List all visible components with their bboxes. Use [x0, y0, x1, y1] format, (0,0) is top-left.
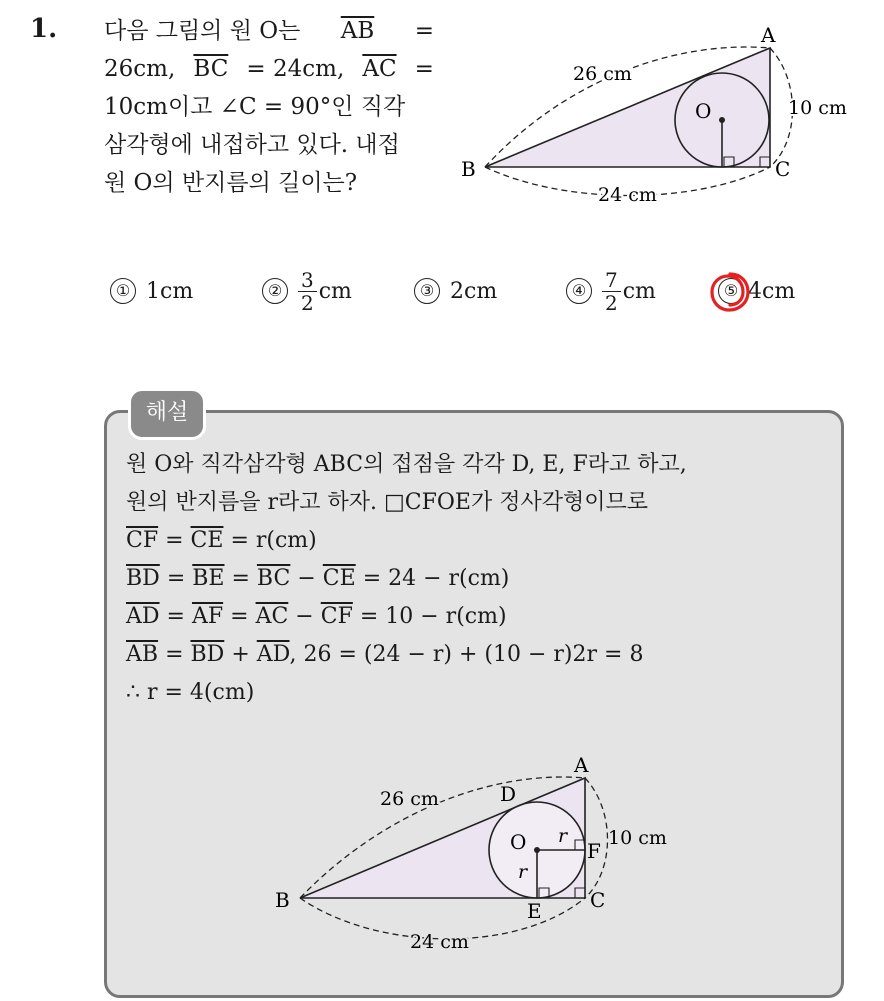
- minus-sign: −: [297, 566, 316, 591]
- fraction-numerator: 7: [602, 269, 621, 292]
- choice-4[interactable]: [566, 258, 656, 324]
- solution-line-2: 원의 반지름을 r라고 하자. □CFOE가 정사각형이므로: [126, 490, 648, 515]
- fraction-denominator: 2: [301, 290, 314, 315]
- equation-text: , 26 = (24 − r) + (10 − r)2r = 8: [289, 642, 644, 667]
- center-o-dot: [534, 847, 540, 853]
- choice-5-text: 4cm: [748, 278, 796, 304]
- label-c: C: [590, 888, 606, 912]
- choice-4-fraction: [602, 269, 621, 314]
- label-r-horizontal: r: [558, 825, 568, 847]
- question-text-segment: 26cm,: [104, 56, 176, 82]
- label-ab-length: 26 cm: [380, 788, 439, 810]
- solution-text: [126, 446, 826, 712]
- choice-2-unit: cm: [318, 278, 352, 304]
- equals-sign: =: [166, 604, 185, 629]
- answer-choices: [110, 258, 830, 328]
- segment-bc: $\overline{BC}$: [193, 56, 229, 82]
- segment-cf: $\overline{CF}$: [320, 604, 353, 629]
- choice-3-mark: ③: [414, 278, 440, 304]
- plus-sign: +: [231, 642, 250, 667]
- segment-ac: $\overline{AC}$: [362, 56, 397, 82]
- label-d: D: [500, 782, 517, 806]
- solution-tag: 해설: [128, 388, 206, 440]
- solution-eq-4: [126, 636, 826, 674]
- equals-sign: =: [231, 566, 250, 591]
- label-c: C: [775, 157, 791, 181]
- question-line-1: [104, 12, 434, 50]
- solution-eq-1: [126, 522, 826, 560]
- choice-1-text: 1cm: [146, 278, 194, 304]
- fraction-numerator: 3: [298, 269, 317, 292]
- question-line-3: 10cm이고 ∠C = 90°인 직각: [104, 94, 406, 120]
- equation-text: = r(cm): [230, 528, 317, 553]
- equals-sign: =: [414, 56, 434, 82]
- choice-5[interactable]: [718, 258, 795, 324]
- equals-sign: =: [414, 18, 434, 44]
- label-b: B: [461, 157, 476, 181]
- choice-1-mark: ①: [110, 278, 136, 304]
- minus-sign: −: [295, 604, 314, 629]
- question-text-segment: = 24cm,: [246, 56, 345, 82]
- choice-3-text: 2cm: [450, 278, 498, 304]
- label-ac-length: 10 cm: [608, 827, 667, 849]
- question-text: [104, 12, 434, 202]
- segment-bd: $\overline{BD}$: [190, 642, 225, 667]
- label-r-vertical: r: [518, 861, 528, 883]
- label-f: F: [587, 839, 601, 863]
- arc-ac: [585, 778, 608, 898]
- label-bc-length: 24 cm: [410, 931, 469, 953]
- segment-ac: $\overline{AC}$: [255, 604, 289, 629]
- solution-eq-2: [126, 560, 826, 598]
- equation-text: = 10 − r(cm): [359, 604, 507, 629]
- segment-ad: $\overline{AD}$: [126, 604, 160, 629]
- label-b: B: [275, 888, 290, 912]
- segment-ce: $\overline{CE}$: [190, 528, 224, 553]
- label-ac-length: 10 cm: [788, 97, 847, 119]
- label-o: O: [510, 830, 527, 854]
- question-figure: [455, 20, 865, 220]
- choice-3[interactable]: [414, 258, 497, 324]
- equals-sign: =: [165, 528, 184, 553]
- equals-sign: =: [230, 604, 249, 629]
- segment-cf: $\overline{CF}$: [126, 528, 159, 553]
- question-line-2: [104, 50, 434, 88]
- label-bc-length: 24 cm: [598, 184, 657, 206]
- segment-ce: $\overline{CE}$: [322, 566, 356, 591]
- solution-line-1: 원 O와 직각삼각형 ABC의 접점을 각각 D, E, F라고 하고,: [126, 452, 687, 477]
- solution-eq-3: [126, 598, 826, 636]
- question-line-5: 원 O의 반지름의 길이는?: [104, 170, 358, 196]
- segment-bd: $\overline{BD}$: [126, 566, 160, 591]
- choice-5-mark: ⑤: [718, 278, 744, 304]
- choice-2-fraction: [298, 269, 317, 314]
- choice-4-mark: ④: [566, 278, 592, 304]
- equals-sign: =: [166, 566, 186, 591]
- selected-answer-circle: [708, 270, 752, 314]
- question-number: 1.: [30, 14, 58, 44]
- label-a: A: [574, 753, 589, 777]
- label-ab-length: 26 cm: [573, 63, 632, 85]
- segment-ad: $\overline{AD}$: [256, 642, 290, 667]
- solution-eq-5: ∴ r = 4(cm): [126, 680, 255, 705]
- equation-text: = 24 − r(cm): [362, 566, 510, 591]
- segment-af: $\overline{AF}$: [191, 604, 224, 629]
- question-line-4: 삼각형에 내접하고 있다. 내접: [104, 132, 400, 158]
- label-o: O: [695, 99, 712, 123]
- segment-ab: $\overline{AB}$: [340, 18, 375, 44]
- label-a: A: [761, 23, 776, 47]
- segment-ab: $\overline{AB}$: [126, 642, 159, 667]
- fraction-denominator: 2: [605, 290, 618, 315]
- choice-1[interactable]: [110, 258, 193, 324]
- choice-4-unit: cm: [622, 278, 656, 304]
- choice-2[interactable]: [262, 258, 352, 324]
- solution-figure: [265, 745, 685, 955]
- segment-bc: $\overline{BC}$: [256, 566, 291, 591]
- choice-2-mark: ②: [262, 278, 288, 304]
- question-text-segment: 다음 그림의 원 O는: [104, 18, 301, 44]
- equals-sign: =: [165, 642, 184, 667]
- segment-be: $\overline{BE}$: [192, 566, 225, 591]
- label-e: E: [527, 899, 542, 923]
